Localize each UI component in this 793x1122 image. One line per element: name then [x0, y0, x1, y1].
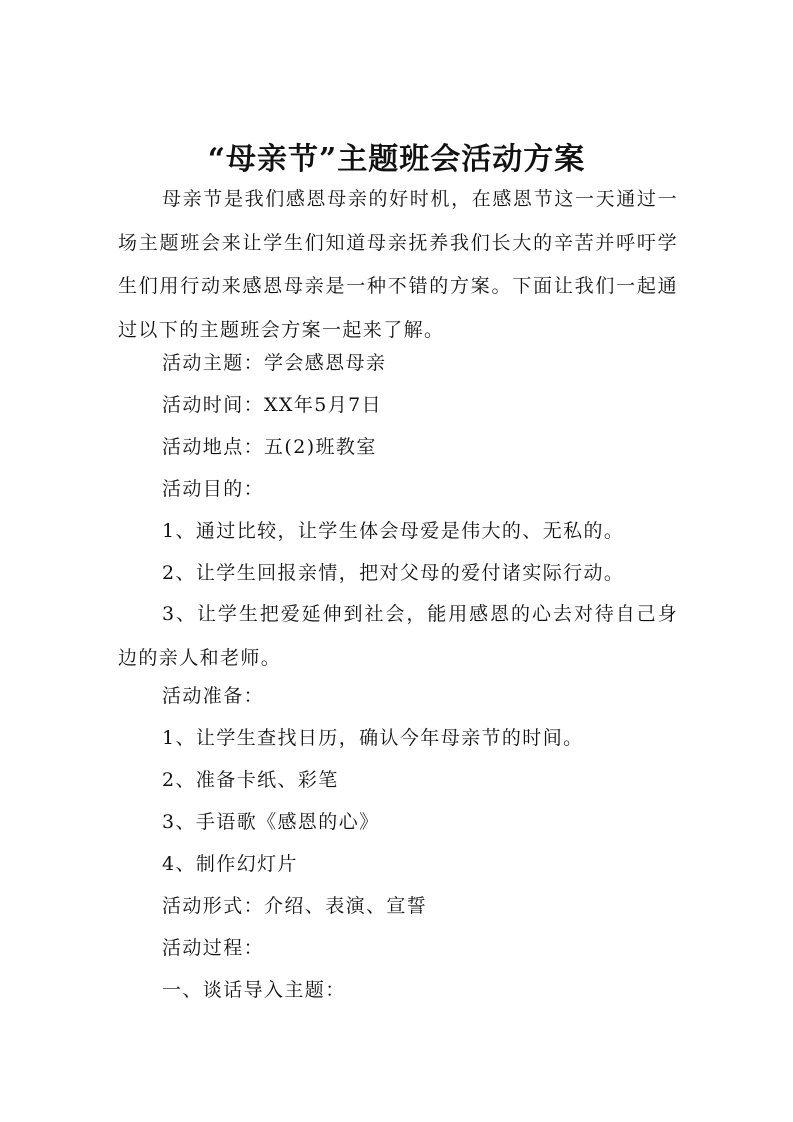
- goals-heading: 活动目的：: [162, 478, 265, 500]
- goal-item-2: 2、让学生回报亲情，把对父母的爱付诸实际行动。: [162, 562, 625, 584]
- prep-heading: 活动准备：: [162, 685, 265, 707]
- process-heading: 活动过程：: [162, 937, 265, 959]
- activity-time: 活动时间：XX年5月7日: [162, 394, 383, 416]
- prep-item-3: 3、手语歌《感恩的心》: [162, 811, 380, 833]
- page-title: “母亲节”主题班会活动方案: [207, 142, 586, 178]
- prep-item-1: 1、让学生查找日历，确认今年母亲节的时间。: [162, 727, 584, 749]
- goal-item-3: 3、让学生把爱延伸到社会，能用感恩的心去对待自己身边的亲人和老师。: [118, 603, 678, 669]
- prep-item-4: 4、制作幻灯片: [162, 853, 298, 875]
- process-step-1: 一、谈话导入主题：: [162, 979, 346, 1001]
- activity-theme: 活动主题：学会感恩母亲: [162, 352, 387, 374]
- activity-form: 活动形式：介绍、表演、宣誓: [162, 895, 428, 917]
- activity-place: 活动地点：五(2)班教室: [162, 436, 377, 458]
- goal-item-1: 1、通过比较，让学生体会母爱是伟大的、无私的。: [162, 520, 625, 542]
- intro-paragraph: 母亲节是我们感恩母亲的好时机，在感恩节这一天通过一场主题班会来让学生们知道母亲抚养我们长大的辛苦并呼吁学生们用行动来感恩母亲是一种不错的方案。下面让我们一起通过以下的主题班会方案一起来了解。: [118, 188, 678, 341]
- prep-item-2: 2、准备卡纸、彩笔: [162, 769, 339, 791]
